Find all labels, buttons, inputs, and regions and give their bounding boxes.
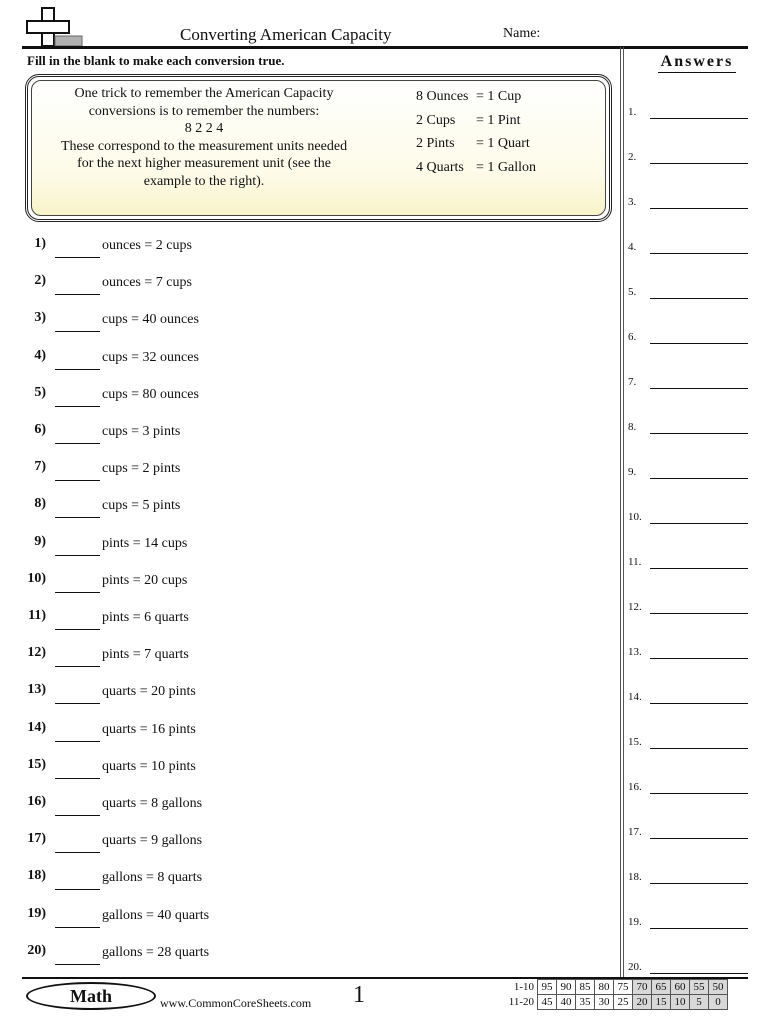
problem-number: 13) <box>27 682 46 698</box>
answer-number: 5. <box>628 286 637 298</box>
answer-number: 8. <box>628 421 637 433</box>
problem-number: 17) <box>27 831 46 847</box>
conversion-to: = 1 Pint <box>476 112 521 128</box>
answers-title-underline <box>658 72 736 73</box>
answer-number: 9. <box>628 466 637 478</box>
answer-blank[interactable] <box>55 317 100 332</box>
answer-line[interactable] <box>650 208 748 209</box>
answer-blank[interactable] <box>55 875 100 890</box>
answer-blank[interactable] <box>55 243 100 258</box>
answer-line[interactable] <box>650 973 748 974</box>
problem-number: 12) <box>27 645 46 661</box>
answer-number: 4. <box>628 241 637 253</box>
score-cell: 85 <box>576 980 595 995</box>
score-row-label: 1-10 <box>513 981 534 993</box>
problem-number: 8) <box>34 496 46 512</box>
answer-line[interactable] <box>650 838 748 839</box>
score-row <box>500 995 728 1010</box>
tip-line: These correspond to the measurement units needed <box>60 138 348 154</box>
problem-text: quarts = 10 pints <box>102 758 196 774</box>
answer-line[interactable] <box>650 478 748 479</box>
problem-text: ounces = 2 cups <box>102 238 192 253</box>
score-cell: 60 <box>671 980 690 995</box>
answer-line[interactable] <box>650 658 748 659</box>
problem-text: quarts = 9 gallons <box>102 833 203 849</box>
worksheet-title: Converting American Capacity <box>180 25 392 44</box>
answer-blank[interactable] <box>55 392 100 407</box>
answer-blank[interactable] <box>55 466 100 481</box>
score-cell: 30 <box>595 995 614 1010</box>
answer-number: 18. <box>628 871 642 883</box>
answer-blank[interactable] <box>55 764 100 779</box>
conversion-row <box>416 89 521 105</box>
conversion-from: 4 Quarts <box>416 159 464 175</box>
tip-line: example to the right). <box>143 173 265 189</box>
answer-column-divider <box>623 47 624 980</box>
problem-text: pints = 14 cups <box>102 535 188 551</box>
answer-number: 13. <box>628 646 642 658</box>
answer-line[interactable] <box>650 163 748 164</box>
answer-blank[interactable] <box>55 280 100 295</box>
problem-number: 20) <box>27 942 46 958</box>
tip-line: 8 2 2 4 <box>184 121 224 136</box>
conversion-from: 2 Pints <box>416 136 455 151</box>
problem-text: ounces = 7 cups <box>102 275 192 291</box>
problem-number: 14) <box>27 719 46 735</box>
answer-number: 3. <box>628 196 637 208</box>
problem-number: 18) <box>27 868 46 884</box>
answer-blank[interactable] <box>55 652 100 667</box>
score-row <box>500 980 728 995</box>
problem-number: 4) <box>34 347 46 363</box>
answer-line[interactable] <box>650 523 748 524</box>
answer-line[interactable] <box>650 793 748 794</box>
answer-number: 15. <box>628 736 642 748</box>
answer-line[interactable] <box>650 613 748 614</box>
problem-number: 16) <box>27 794 46 809</box>
problem-text: cups = 2 pints <box>102 461 181 477</box>
answer-line[interactable] <box>650 118 748 119</box>
problem-text: quarts = 16 pints <box>102 721 196 737</box>
problem-text: pints = 7 quarts <box>102 647 189 663</box>
score-cell: 50 <box>709 980 728 995</box>
answer-blank[interactable] <box>55 950 100 965</box>
problem-number: 6) <box>34 422 46 437</box>
score-cell: 90 <box>557 980 576 995</box>
problem-text: pints = 20 cups <box>102 572 188 588</box>
website-link[interactable]: www.CommonCoreSheets.com <box>160 996 312 1010</box>
answer-blank[interactable] <box>55 578 100 593</box>
conversion-from: 8 Ounces <box>416 89 469 104</box>
answers-title: Answers <box>660 53 734 70</box>
answer-blank[interactable] <box>55 615 100 630</box>
problem-number: 5) <box>34 384 46 400</box>
problem-text: pints = 6 quarts <box>102 610 189 625</box>
answer-blank[interactable] <box>55 727 100 742</box>
score-cell: 95 <box>538 980 557 995</box>
answer-line[interactable] <box>650 703 748 704</box>
problem-text: cups = 5 pints <box>102 498 181 514</box>
problem-text: cups = 3 pints <box>102 424 181 439</box>
score-cell: 55 <box>690 980 709 995</box>
problem-number: 11) <box>28 608 46 623</box>
problem-text: quarts = 8 gallons <box>102 796 203 811</box>
answer-line[interactable] <box>650 253 748 254</box>
answer-number: 11. <box>628 556 642 568</box>
answer-number: 12. <box>628 601 642 613</box>
conversion-to: = 1 Quart <box>476 136 530 151</box>
score-cell: 0 <box>709 995 728 1010</box>
tip-line: One trick to remember the American Capacity <box>74 86 334 101</box>
problem-text: cups = 80 ounces <box>102 386 199 402</box>
answer-line[interactable] <box>650 343 748 344</box>
answer-column-divider <box>620 47 621 980</box>
plus-logo-icon <box>22 6 84 48</box>
problem-text: gallons = 28 quarts <box>102 944 210 960</box>
score-cell: 80 <box>595 980 614 995</box>
problem-text: cups = 32 ounces <box>102 349 199 365</box>
answer-blank[interactable] <box>55 541 100 556</box>
problem-number: 10) <box>27 570 46 586</box>
tip-text <box>42 85 366 190</box>
answer-line[interactable] <box>650 388 748 389</box>
answer-blank[interactable] <box>55 429 100 444</box>
instructions: Fill in the blank to make each conversion true. <box>27 53 285 68</box>
score-cell: 40 <box>557 995 576 1010</box>
answer-number: 2. <box>628 151 637 163</box>
answer-number: 16. <box>628 781 642 793</box>
answer-line[interactable] <box>650 298 748 299</box>
score-table <box>500 979 728 1010</box>
answer-number: 14. <box>628 691 642 703</box>
score-cell: 65 <box>652 980 671 995</box>
score-cell: 5 <box>690 995 709 1010</box>
answer-number: 1. <box>628 106 637 118</box>
problem-number: 2) <box>34 273 46 289</box>
answer-line[interactable] <box>650 748 748 749</box>
score-cell: 45 <box>538 995 557 1010</box>
problem-text: cups = 40 ounces <box>102 312 199 328</box>
conversion-row <box>416 113 520 129</box>
answer-line[interactable] <box>650 928 748 929</box>
tip-line: conversions is to remember the numbers: <box>88 103 320 119</box>
score-cell: 25 <box>614 995 633 1010</box>
answer-blank[interactable] <box>55 503 100 518</box>
score-cell: 15 <box>652 995 671 1010</box>
answer-number: 6. <box>628 331 637 343</box>
conversion-row <box>416 136 530 152</box>
conversion-to: = 1 Cup <box>476 89 522 104</box>
answer-number: 10. <box>628 511 642 523</box>
problem-text: gallons = 8 quarts <box>102 870 203 886</box>
tip-line: for the next higher measurement unit (see the <box>77 156 331 171</box>
problem-text: gallons = 40 quarts <box>102 907 210 923</box>
conversion-row <box>416 160 536 176</box>
answer-blank[interactable] <box>55 689 100 704</box>
answer-number: 17. <box>628 826 642 838</box>
answer-line[interactable] <box>650 568 748 569</box>
conversion-to: = 1 Gallon <box>476 159 536 175</box>
score-row-label: 11-20 <box>508 996 534 1008</box>
problem-number: 7) <box>34 459 46 475</box>
problem-number: 1) <box>34 236 46 251</box>
score-cell: 10 <box>671 995 690 1010</box>
math-badge: Math <box>26 982 156 1010</box>
answer-blank[interactable] <box>55 355 100 370</box>
answer-blank[interactable] <box>55 838 100 853</box>
problem-number: 3) <box>34 310 46 326</box>
answer-number: 20. <box>628 961 642 973</box>
name-label: Name: <box>503 26 541 41</box>
answer-blank[interactable] <box>55 801 100 816</box>
problem-number: 9) <box>34 533 46 549</box>
problem-number: 19) <box>27 905 46 921</box>
problem-text: quarts = 20 pints <box>102 684 196 700</box>
answer-line[interactable] <box>650 883 748 884</box>
score-cell: 70 <box>633 980 652 995</box>
answer-line[interactable] <box>650 433 748 434</box>
answer-blank[interactable] <box>55 913 100 928</box>
answer-number: 19. <box>628 916 642 928</box>
problem-number: 15) <box>27 756 46 772</box>
score-cell: 20 <box>633 995 652 1010</box>
score-cell: 35 <box>576 995 595 1010</box>
header-rule <box>22 46 748 49</box>
answer-number: 7. <box>628 376 637 388</box>
page-number: 1 <box>353 982 365 1008</box>
conversion-from: 2 Cups <box>416 112 456 128</box>
score-cell: 75 <box>614 980 633 995</box>
